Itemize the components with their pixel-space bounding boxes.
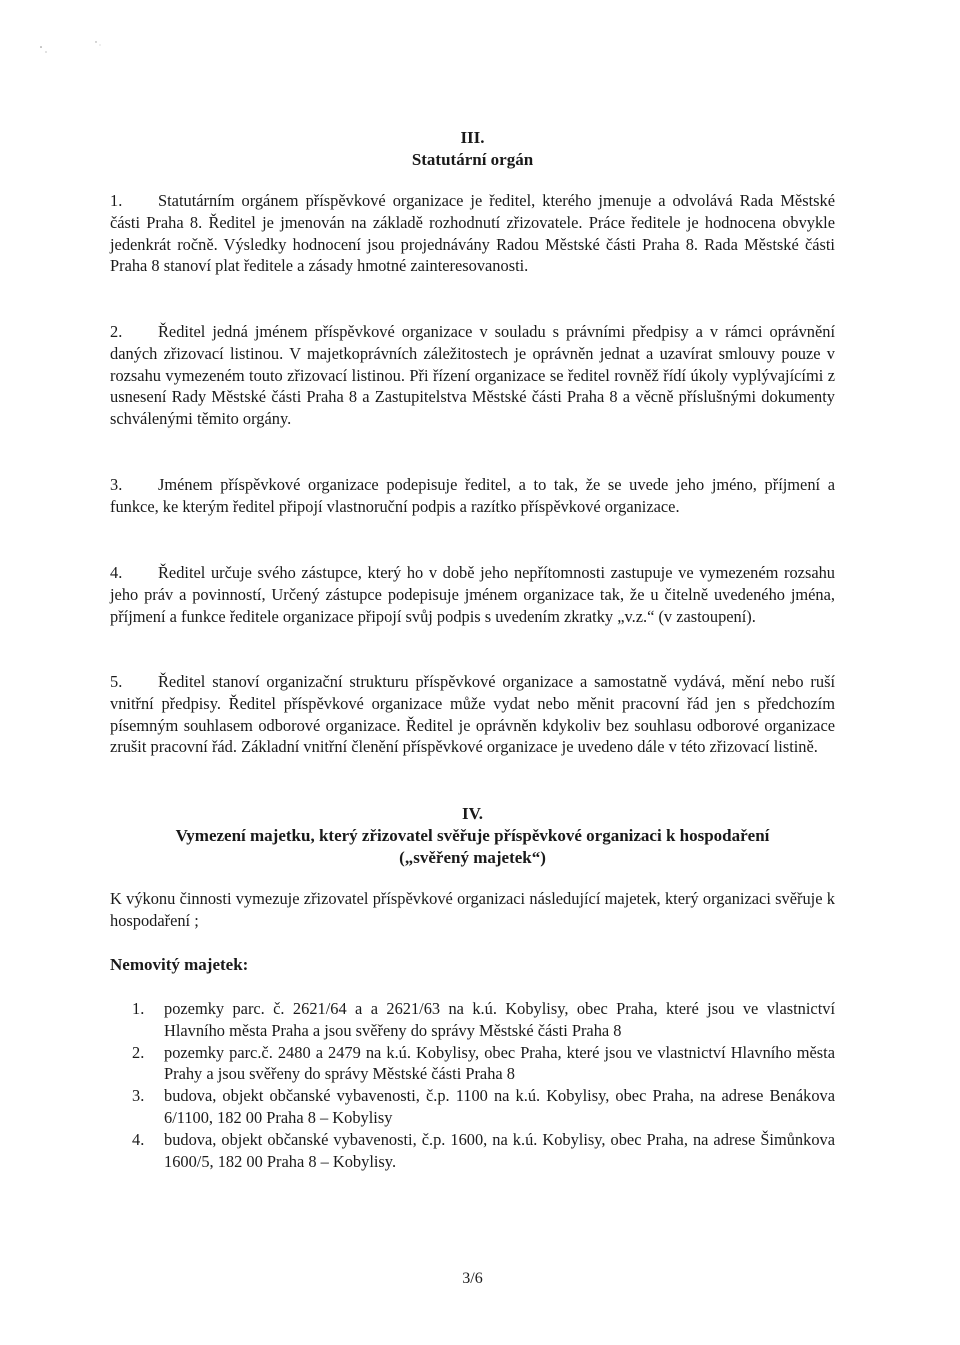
list-item [110,1129,835,1173]
list-item-number: 3. [132,1086,145,1106]
paragraph-5 [110,671,835,758]
paragraph-number: 2. [110,322,123,341]
section-4-title: Vymezení majetku, který zřizovatel svěřuje příspěvkové organizaci k hospodaření [175,826,770,845]
list-item-number: 1. [132,999,145,1018]
list-item-text: pozemky parc. č. 2621/64 a a 2621/63 na k.ú. Kobylisy, obec Praha, které jsou ve vlastnictví Hlavního města Praha a jsou svěřeny do správy Městské části Praha 8 [164,999,835,1040]
section-4-number: IV. [462,804,483,823]
paragraph-number: 3. [110,475,123,494]
list-item-text: pozemky parc.č. 2480 a 2479 na k.ú. Kobylisy, obec Praha, které jsou ve vlastnictví Hlavního města Prahy a jsou svěřeny do správy Městské části Praha 8 [164,1042,835,1084]
list-item [110,1085,835,1129]
scan-speck-marks [38,38,108,58]
section-3-title: Statutární orgán [411,150,534,169]
paragraph-1 [110,190,835,277]
section-4-intro: K výkonu činnosti vymezuje zřizovatel příspěvkové organizaci následující majetek, který organizaci svěřuje k hospodaření ; [110,889,835,930]
paragraph-text: Ředitel určuje svého zástupce, který ho v době jeho nepřítomnosti zastupuje ve vymezeném rozsahu jeho práv a povinností, Určený zástupce podepisuje jménem organizace tak, že u čitelně uvedeného jména, příjmení a funkce ředitele organizace připojí svůj podpis s uvedením zkratky „v.z.“ (v zastoupení). [110,563,835,626]
page-number: 3/6 [462,1270,483,1287]
paragraph-text: Statutárním orgánem příspěvkové organizace je ředitel, kterého jmenuje a odvolává Rada Městské části Praha 8. Ředitel je jmenován na základě rozhodnutí zřizovatele. Práce ředitele je hodnocena obvykle jedenkrát ročně. Výsledky hodnocení jsou projednávány Radou Městské části Praha 8. Rada Městské části Praha 8 stanoví plat ředitele a zásady hmotné zainteresovanosti. [110,191,835,276]
list-item [110,1042,835,1086]
list-item-text: budova, objekt občanské vybavenosti, č.p. 1100 na k.ú. Kobylisy, obec Praha, na adrese Benákova 6/1100, 182 00 Praha 8 – Kobylisy [164,1086,835,1127]
list-item [110,998,835,1042]
property-list [110,998,835,1172]
paragraph-4 [110,562,835,627]
immovable-property-heading: Nemovitý majetek: [110,955,249,974]
paragraph-text: Jménem příspěvkové organizace podepisuje ředitel, a to tak, že se uvede jeho jméno, příjmení a funkce, ke kterým ředitel připojí vlastnoruční podpis a razítko příspěvkové organizace. [110,475,835,516]
paragraph-number: 1. [110,191,123,210]
document-page [110,0,835,1345]
section-3-number: III. [460,128,485,147]
list-item-text: budova, objekt občanské vybavenosti, č.p. 1600, na k.ú. Kobylisy, obec Praha, na adrese Šimůnkova 1600/5, 182 00 Praha 8 – Kobylisy. [164,1129,835,1171]
list-item-number: 2. [132,1042,145,1062]
paragraph-3 [110,474,835,518]
paragraph-number: 5. [110,672,123,691]
paragraph-text: Ředitel stanoví organizační strukturu příspěvkové organizace a samostatně vydává, mění nebo ruší vnitřní předpisy. Ředitel příspěvkové organizace může vydat nebo měnit pracovní řád jen s předchozím písemným souhlasem odborové organizace. Ředitel je oprávněn kdykoliv bez souhlasu odborové organizace zrušit pracovní řád. Základní vnitřní členění příspěvkové organizace je uvedeno dále v této zřizovací listině. [110,672,835,757]
paragraph-2 [110,321,835,430]
paragraph-number: 4. [110,563,123,582]
section-4-subtitle: („svěřený majetek“) [399,848,546,867]
list-item-number: 4. [132,1129,145,1149]
paragraph-text: Ředitel jedná jménem příspěvkové organizace v souladu s právními předpisy a v rámci oprávnění daných zřizovací listinou. V majetkoprávních záležitostech je oprávněn jednat a uzavírat smlouvy pouze v rozsahu vymezeném touto zřizovací listinou. Při řízení organizace se ředitel rovněž řídí úkoly vyplývajícími z usnesení Rady Městské části Praha 8 a Zastupitelstva Městské části Praha 8 a věcně příslušnými dokumenty schválenými těmito orgány. [110,322,835,429]
